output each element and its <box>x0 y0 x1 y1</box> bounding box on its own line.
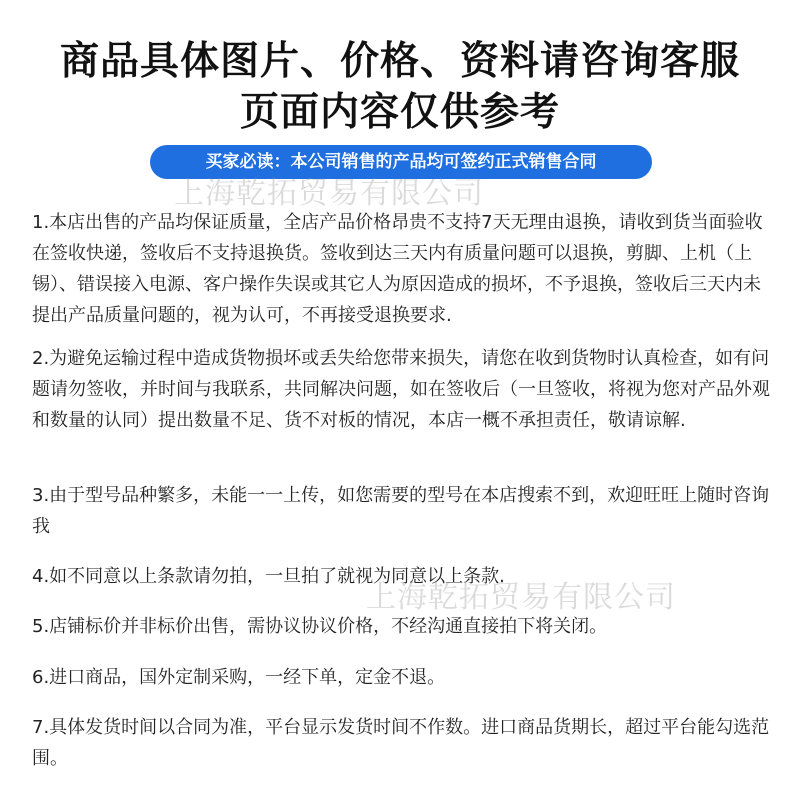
clause-6: 6.进口商品，国外定制采购，一经下单，定金不退。 <box>32 667 446 688</box>
clause-2: 2.为避免运输过程中造成货物损坏或丢失给您带来损失，请您在收到货物时认真检查，如有问题请勿签收，并时间与我联系，共同解决问题，如在签收后（一旦签收，将视为您对产品外观和数量的认同）提出数量不足、货不对板的情况，本店一概不承担责任，敬请谅解. <box>32 348 770 431</box>
clause-4: 4.如不同意以上条款请勿拍，一旦拍了就视为同意以上条款. <box>32 566 505 587</box>
page-subtitle: 页面内容仅供参考 <box>239 90 560 135</box>
clause-5: 5.店铺标价并非标价出售，需协议协议价格，不经沟通直接拍下将关闭。 <box>32 616 608 637</box>
company-watermark: 上海乾拓贸易有限公司 <box>174 176 484 211</box>
page-title: 商品具体图片、价格、资料请咨询客服 <box>59 39 740 84</box>
clause-3: 3.由于型号品种繁多，未能一一上传，如您需要的型号在本店搜索不到，欢迎旺旺上随时咨询我 <box>32 485 770 537</box>
company-watermark: 上海乾拓贸易有限公司 <box>366 580 676 615</box>
clause-1: 1.本店出售的产品均保证质量，全店产品价格昂贵不支持7天无理由退换，请收到货当面验收在签收快递，签收后不支持退换货。签收到达三天内有质量问题可以退换，剪脚、上机（上锡）、错误接入电源、客户操作失误或其它人为原因造成的损坏，不予退换，签收后三天内未提出产品质量问题的，视为认可，不再接受退换要求. <box>32 212 763 326</box>
notice-badge: 买家必读：本公司销售的产品均可签约正式销售合同 <box>150 145 652 179</box>
clause-7: 7.具体发货时间以合同为准，平台显示发货时间不作数。进口商品货期长，超过平台能勾选范围。 <box>32 717 770 769</box>
